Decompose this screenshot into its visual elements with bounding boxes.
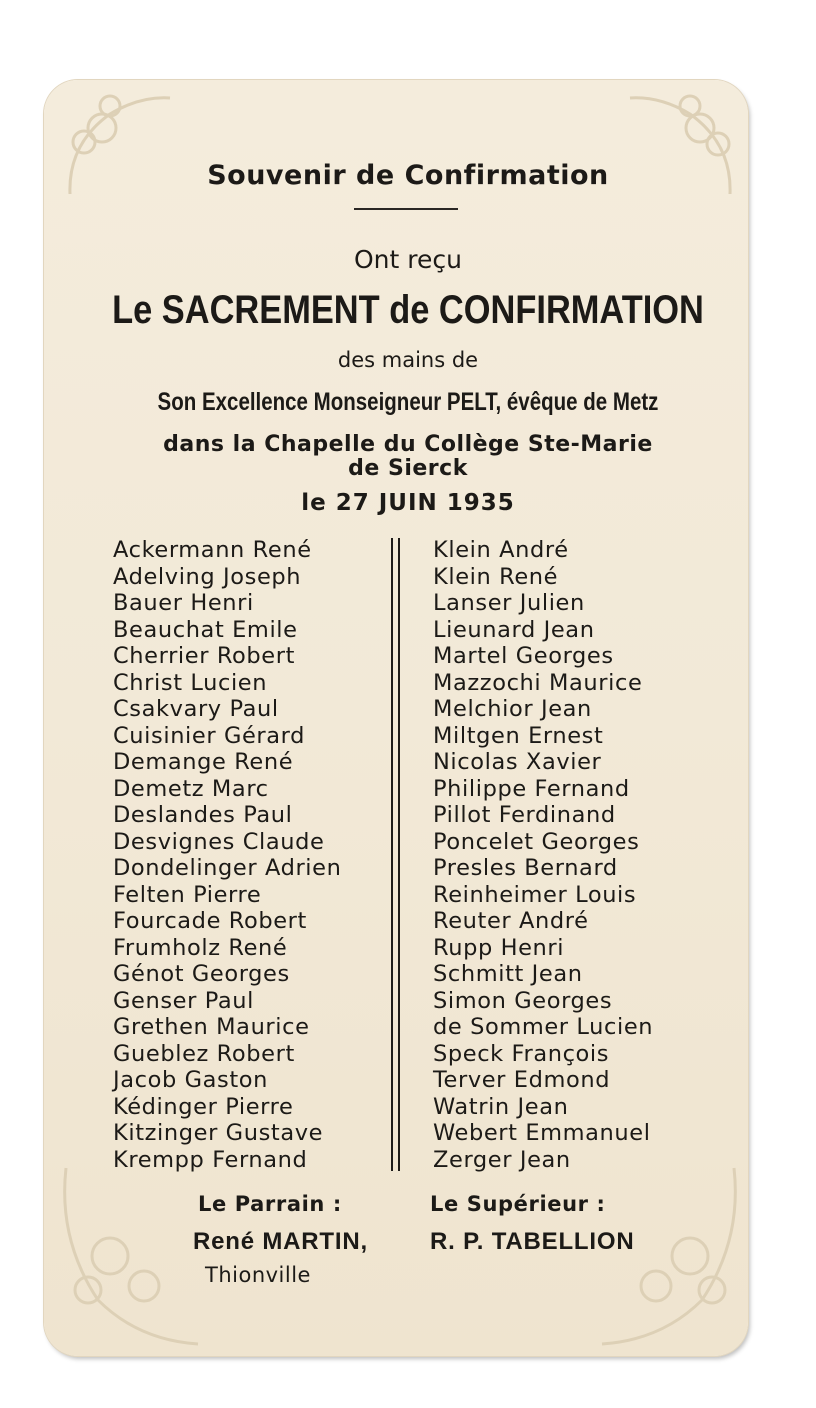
name-item: Lanser Julien	[433, 590, 585, 616]
superior-label: Le Supérieur :	[430, 1192, 606, 1216]
bishop-line: Son Excellence Monseigneur PELT, évêque de Metz	[157, 388, 659, 416]
name-item: Philippe Fernand	[433, 775, 630, 802]
name-item: Klein André	[433, 537, 569, 563]
name-item: de Sommer Lucien	[433, 1014, 654, 1040]
name-item: Simon Georges	[433, 987, 613, 1014]
name-item: Genser Paul	[113, 987, 254, 1014]
name-item: Mazzochi Maurice	[433, 669, 643, 696]
name-item: Gueblez Robert	[113, 1040, 295, 1067]
column-divider-line	[398, 538, 400, 1171]
name-item: Zerger Jean	[433, 1146, 571, 1173]
superior-name: R. P. TABELLION	[430, 1228, 635, 1255]
name-item: Miltgen Ernest	[433, 722, 604, 749]
name-item: Kitzinger Gustave	[113, 1120, 324, 1146]
name-item: Webert Emmanuel	[433, 1120, 651, 1146]
title-underline	[354, 208, 458, 210]
ceremony-date: le 27 JUIN 1935	[301, 490, 515, 516]
name-item: Cuisinier Gérard	[113, 722, 306, 749]
name-item: Deslandes Paul	[113, 802, 293, 828]
name-item: Schmitt Jean	[433, 961, 583, 987]
name-item: Lieunard Jean	[433, 616, 595, 643]
name-item: Presles Bernard	[433, 855, 618, 881]
name-item: Csakvary Paul	[113, 696, 279, 722]
name-item: Desvignes Claude	[113, 828, 325, 855]
name-item: Poncelet Georges	[433, 828, 640, 855]
name-item: Grethen Maurice	[113, 1014, 310, 1040]
names-list-right	[433, 537, 653, 1173]
name-item: Cherrier Robert	[113, 643, 296, 669]
name-item: Rupp Henri	[433, 934, 565, 961]
name-item: Felten Pierre	[113, 881, 262, 908]
name-item: Dondelinger Adrien	[113, 855, 342, 881]
name-item: Reinheimer Louis	[433, 881, 637, 908]
name-item: Pillot Ferdinand	[433, 802, 616, 828]
name-item: Reuter André	[433, 908, 589, 934]
town-line: de Sierck	[348, 456, 468, 481]
sacrament-heading: Le SACREMENT de CONFIRMATION	[112, 288, 704, 332]
name-item: Frumholz René	[113, 934, 288, 961]
name-item: Krempp Fernand	[113, 1146, 308, 1173]
column-divider-line	[391, 538, 393, 1171]
name-item: Melchior Jean	[433, 696, 592, 722]
from-hands-line: des mains de	[337, 348, 479, 372]
godfather-name: René MARTIN,	[193, 1228, 368, 1255]
top-left-floral-emboss	[50, 84, 180, 214]
godfather-city: Thionville	[205, 1263, 311, 1287]
name-item: Kédinger Pierre	[113, 1093, 294, 1120]
name-item: Martel Georges	[433, 643, 614, 669]
name-item: Klein René	[433, 563, 559, 590]
bottom-left-floral-emboss	[48, 1160, 208, 1350]
received-line: Ont reçu	[354, 245, 462, 274]
name-item: Terver Edmond	[433, 1067, 611, 1093]
name-item: Demetz Marc	[113, 775, 269, 802]
name-item: Adelving Joseph	[113, 563, 302, 590]
name-item: Génot Georges	[113, 961, 290, 987]
name-item: Speck François	[433, 1040, 610, 1067]
godfather-label: Le Parrain :	[198, 1192, 342, 1216]
name-item: Bauer Henri	[113, 590, 254, 616]
name-item: Jacob Gaston	[113, 1067, 268, 1093]
name-item: Watrin Jean	[433, 1093, 569, 1120]
chapel-line: dans la Chapelle du Collège Ste-Marie	[163, 432, 653, 457]
top-right-floral-emboss	[620, 84, 750, 214]
name-item: Nicolas Xavier	[433, 749, 602, 775]
names-list-left	[113, 537, 341, 1173]
name-item: Christ Lucien	[113, 669, 268, 696]
name-item: Ackermann René	[113, 537, 312, 563]
name-item: Fourcade Robert	[113, 908, 307, 934]
name-item: Beauchat Emile	[113, 616, 298, 643]
name-item: Demange René	[113, 749, 294, 775]
card-title: Souvenir de Confirmation	[207, 160, 609, 191]
